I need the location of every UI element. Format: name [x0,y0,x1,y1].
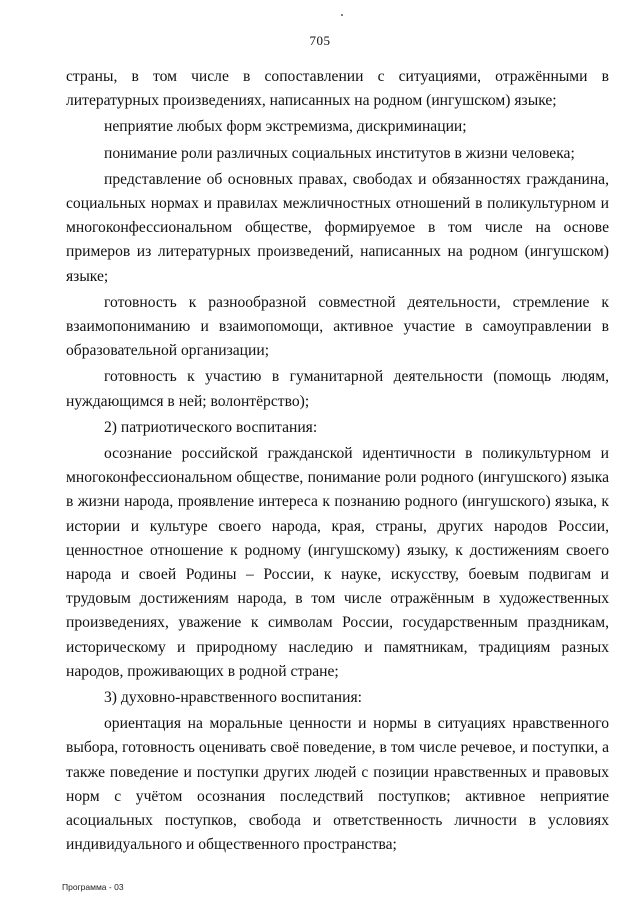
section-heading-moral: 3) духовно-нравственного воспитания: [104,689,362,707]
paragraph-rights: представление об основных правах, свободах и обязанностях гражданина, социальных нормах и правилах межличностных отношений в поликультурном и многоконфессиональном обществе, формируемое в том числе на основе примеров из литературных произведений, написанных на родном (ингушском) языке; [66,170,609,285]
paragraph-extremism: неприятие любых форм экстремизма, дискриминации; [104,118,467,136]
section-heading-patriotic: 2) патриотического воспитания: [104,418,318,436]
scan-speck [341,14,343,16]
document-body [66,65,609,860]
paragraph-joint-activity: готовность к разнообразной совместной деятельности, стремление к взаимопониманию и взаимопомощи, активное участие в самоуправлении в образовательной организации; [66,293,609,360]
page-number: 705 [309,33,331,48]
paragraph-continuation: страны, в том числе в сопоставлении с ситуациями, отражёнными в литературных произведениях, написанных на родном (ингушском) языке; [66,68,609,110]
paragraph-social-institutions: понимание роли различных социальных институтов в жизни человека; [104,144,575,162]
paragraph-civic-identity: осознание российской гражданской идентичности в поликультурном и многоконфессиональном обществе, понимание роли родного (ингушского) языка в жизни народа, проявление интереса к познанию родного (ингушского) языка, к истории и культуре своего народа, края, страны, других народов России, ценностное отношение к родному (ингушскому) языку, к достижениям своего народа и своей Родины – России, к науке, искусству, боевым подвигам и трудовым достижениям народа, в том числе отражённым в художественных произведениях, уважение к символам России, государственным праздникам, историческому и природному наследию и памятникам, традициям разных народов, проживающих в родной стране; [66,445,609,680]
paragraph-moral-values: ориентация на моральные ценности и нормы в ситуациях нравственного выбора, готовность оценивать своё поведение, в том числе речевое, и поступки, а также поведение и поступки других людей с позиции нравственных и правовых норм с учётом осознания последствий поступков; активное неприятие асоциальных поступков, свобода и ответственность личности в условиях индивидуального и общественного пространства; [66,715,609,854]
paragraph-volunteering: готовность к участию в гуманитарной деятельности (помощь людям, нуждающимся в ней; волонтёрство); [66,368,609,410]
footer-label: Программа - 03 [62,882,124,892]
